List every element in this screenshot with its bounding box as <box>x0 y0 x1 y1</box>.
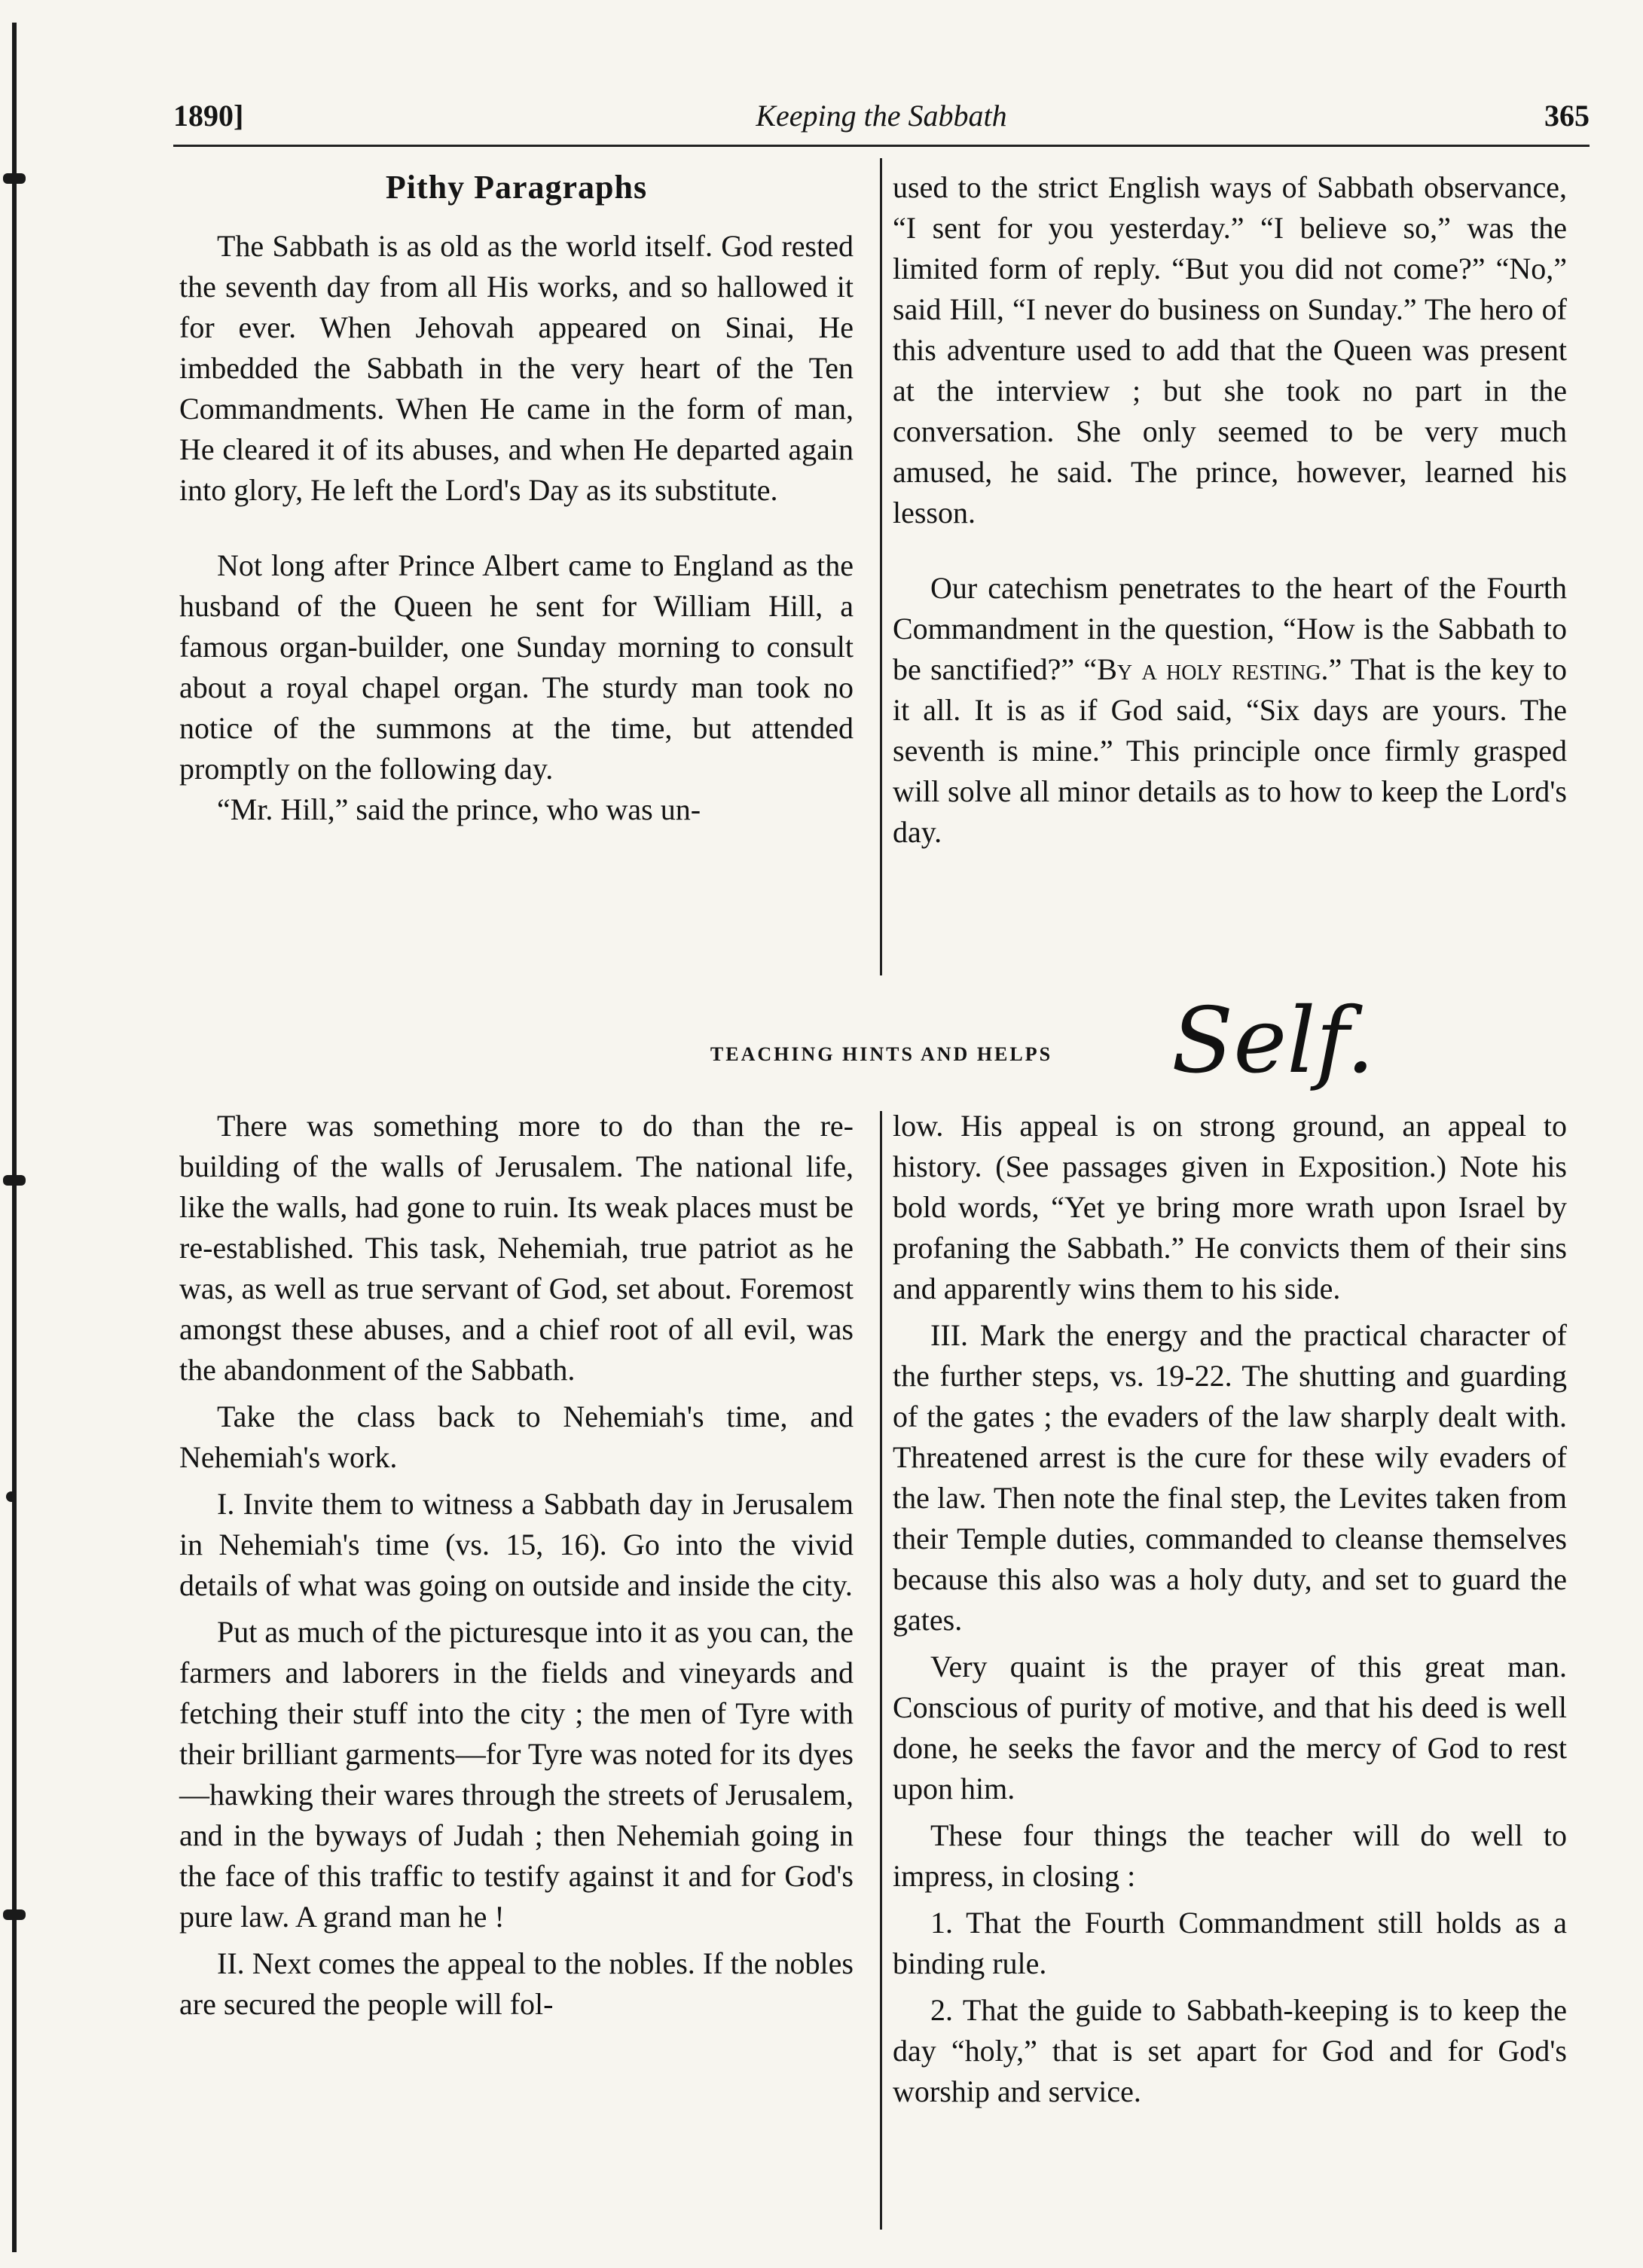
teaching-paragraph-6: low. His appeal is on strong ground, an appeal to history. (See passages given in Exposition.) Note his bold words, “Yet ye bring more wrath upon Israel by profaning the Sabbath.” He convicts them of their sins and apparently wins them to his side. <box>893 1109 1567 1305</box>
pithy-paragraph-5 <box>893 568 1567 853</box>
teaching-paragraph-3: I. Invite them to witness a Sabbath day in Jerusalem in Nehemiah's time (vs. 15, 16). Go into the vivid details of what was going on outside and inside the city. <box>179 1487 854 1602</box>
teaching-left-column <box>179 1106 854 2031</box>
binding-mark <box>3 1175 26 1186</box>
pithy-paragraph-1: The Sabbath is as old as the world itself. God rested the seventh day from all His works, and so hallowed it for ever. When Jehovah appeared on Sinai, He imbedded the Sabbath in the very heart of the Ten Commandments. When He came in the form of man, He cleared it of its abuses, and when He departed again into glory, He left the Lord's Day as its substitute. <box>179 229 854 507</box>
page-number: 365 <box>1544 99 1590 133</box>
column-divider-top <box>880 158 882 975</box>
pithy-paragraph-5-start: Our catechism penetrates to the heart of the Fourth Commandment in the question, “How is the Sabbath to be sanctified?” “ <box>893 571 1567 686</box>
pithy-left-column <box>179 167 854 836</box>
teaching-paragraph-4: Put as much of the picturesque into it as you can, the farmers and laborers in the fields and vineyards and fetching their stuff into the city ; the men of Tyre with their brilliant garments—for Tyre was noted for its dyes—hawking their wares through the streets of Jerusalem, and in the byways of Judah ; then Nehemiah going in the face of this traffic to testify against it and for God's pure law. A grand man he ! <box>179 1615 854 1934</box>
teaching-paragraph-7: III. Mark the energy and the practical character of the further steps, vs. 19-22. The shutting and guarding of the gates ; the evaders of the law sharply dealt with. Threatened arrest is the cure for these wily evaders of the law. Then note the final step, the Levites taken from their Temple duties, commanded to cleanse themselves because this also was a holy duty, and set to guard the gates. <box>893 1318 1567 1637</box>
header-rule <box>173 145 1590 147</box>
pithy-heading: Pithy Paragraphs <box>385 169 648 206</box>
teaching-paragraph-2: Take the class back to Nehemiah's time, and Nehemiah's work. <box>179 1400 854 1474</box>
teaching-paragraph-11: 2. That the guide to Sabbath-keeping is to keep the day “holy,” that is set apart for God and for God's worship and service. <box>893 1993 1567 2108</box>
pithy-paragraph-5-end: .” That is the key to it all. It is as if God said, “Six days are yours. The seventh is mine.” This principle once firmly grasped will solve all minor details as to how to keep the Lord's day. <box>893 652 1568 849</box>
catechism-answer: By a holy resting <box>1097 652 1321 686</box>
header-year: 1890] <box>173 99 244 133</box>
teaching-paragraph-10: 1. That the Fourth Commandment still holds as a binding rule. <box>893 1906 1567 1980</box>
binding-mark <box>3 173 26 184</box>
pithy-paragraph-4: used to the strict English ways of Sabbath observance, “I sent for you yesterday.” “I believe so,” was the limited form of reply. “But you did not come?” “No,” said Hill, “I never do business on Sunday.” The hero of this adventure used to add that the Queen was present at the interview ; but she took no part in the conversation. She only seemed to be very much amused, he said. The prince, however, learned his lesson. <box>893 170 1567 530</box>
pithy-paragraph-3: “Mr. Hill,” said the prince, who was un- <box>217 792 701 826</box>
teaching-right-column <box>893 1106 1567 2118</box>
pithy-paragraph-2: Not long after Prince Albert came to England as the husband of the Queen he sent for William Hill, a famous organ-builder, one Sunday morning to consult about a royal chapel organ. The sturdy man took no notice of the summons at the time, but attended promptly on the following day. <box>179 548 854 786</box>
teaching-paragraph-5: II. Next comes the appeal to the nobles. If the nobles are secured the people will fol- <box>179 1946 854 2021</box>
teaching-paragraph-9: These four things the teacher will do well to impress, in closing : <box>893 1818 1567 1893</box>
teaching-hints-heading: TEACHING HINTS AND HELPS <box>710 1043 1053 1065</box>
binding-mark <box>3 1909 26 1920</box>
column-divider-bottom <box>880 1111 882 2230</box>
running-header <box>173 98 1590 143</box>
header-title: Keeping the Sabbath <box>756 99 1007 133</box>
binding-tick <box>6 1491 17 1502</box>
handwritten-signature <box>1164 983 1375 1096</box>
teaching-paragraph-8: Very quaint is the prayer of this great man. Conscious of purity of motive, and that his deed is well done, he seeks the favor and the mercy of God to rest upon him. <box>893 1650 1567 1806</box>
pithy-right-column <box>893 167 1567 859</box>
signature-text: Self. <box>1171 989 1375 1094</box>
teaching-paragraph-1: There was something more to do than the re-building of the walls of Jerusalem. The national life, like the walls, had gone to ruin. Its weak places must be re-established. This task, Nehemiah, true patriot as he was, as well as true servant of God, set about. Foremost amongst these abuses, and a chief root of all evil, was the abandonment of the Sabbath. <box>179 1109 854 1387</box>
